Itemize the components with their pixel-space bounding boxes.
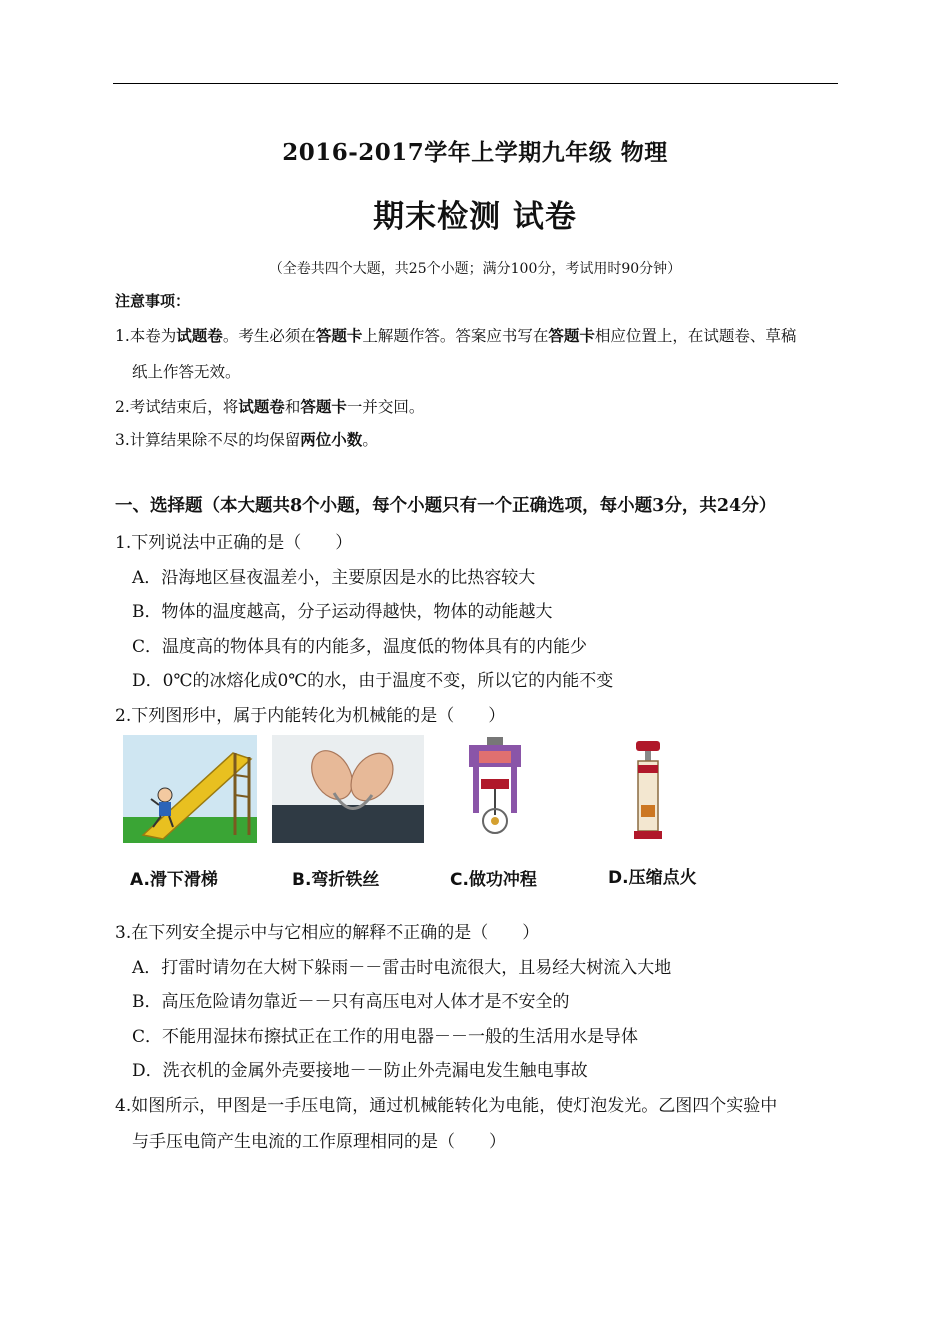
power-stroke-illustration xyxy=(465,735,525,843)
notice-item-2: 2.考试结束后，将试题卷和答题卡一并交回。 xyxy=(115,397,425,416)
question-4-stem-cont: 与手压电筒产生电流的工作原理相同的是（ ） xyxy=(132,1132,506,1152)
question-1-option-d: D．0℃的冰熔化成0℃的水，由于温度不变，所以它的内能不变 xyxy=(132,671,614,691)
question-1-option-b: B．物体的温度越高，分子运动得越快，物体的动能越大 xyxy=(132,602,553,622)
exam-title-line2: 期末检测 试卷 xyxy=(373,199,577,235)
exam-subtitle: （全卷共四个大题，共25个小题；满分100分，考试用时90分钟） xyxy=(268,261,682,277)
notice-item-1-cont: 纸上作答无效。 xyxy=(132,363,241,381)
notice-title: 注意事项： xyxy=(115,292,191,310)
section-heading: 一、选择题（本大题共8个小题，每个小题只有一个正确选项，每小题3分，共24分） xyxy=(115,496,777,516)
notice-item-1: 1.本卷为试题卷。考生必须在答题卡上解题作答。答案应书写在答题卡相应位置上，在试题卷、草稿 xyxy=(115,326,797,345)
question-3-option-a: A．打雷时请勿在大树下躲雨－－雷击时电流很大，且易经大树流入大地 xyxy=(132,958,672,978)
figure-caption-a: A.滑下滑梯 xyxy=(130,870,218,890)
question-1-option-a: A．沿海地区昼夜温差小，主要原因是水的比热容较大 xyxy=(132,568,536,588)
slide-illustration xyxy=(123,735,257,843)
question-3-stem: 3.在下列安全提示中与它相应的解释不正确的是（ ） xyxy=(115,923,540,943)
header-rule xyxy=(113,83,838,84)
question-3-option-b: B．高压危险请勿靠近－－只有高压电对人体才是不安全的 xyxy=(132,992,570,1012)
figure-caption-d: D.压缩点火 xyxy=(608,868,697,888)
question-3-option-d: D．洗衣机的金属外壳要接地－－防止外壳漏电发生触电事故 xyxy=(132,1061,588,1081)
exam-title-line1: 2016-2017学年上学期九年级 物理 xyxy=(282,139,668,166)
question-3-option-c: C．不能用湿抹布擦拭正在工作的用电器－－一般的生活用水是导体 xyxy=(132,1027,639,1047)
notice-item-3: 3.计算结果除不尽的均保留两位小数。 xyxy=(115,430,378,449)
question-1-stem: 1.下列说法中正确的是（ ） xyxy=(115,533,353,553)
figure-caption-b: B.弯折铁丝 xyxy=(292,870,380,890)
figure-caption-c: C.做功冲程 xyxy=(450,870,537,890)
question-1-option-c: C．温度高的物体具有的内能多，温度低的物体具有的内能少 xyxy=(132,637,588,657)
bending-wire-illustration xyxy=(272,735,424,843)
question-4-stem: 4.如图所示，甲图是一手压电筒，通过机械能转化为电能，使灯泡发光。乙图四个实验中 xyxy=(115,1096,778,1116)
compression-ignition-illustration xyxy=(630,735,666,843)
question-2-figure xyxy=(120,735,720,895)
question-2-stem: 2.下列图形中，属于内能转化为机械能的是（ ） xyxy=(115,706,506,726)
